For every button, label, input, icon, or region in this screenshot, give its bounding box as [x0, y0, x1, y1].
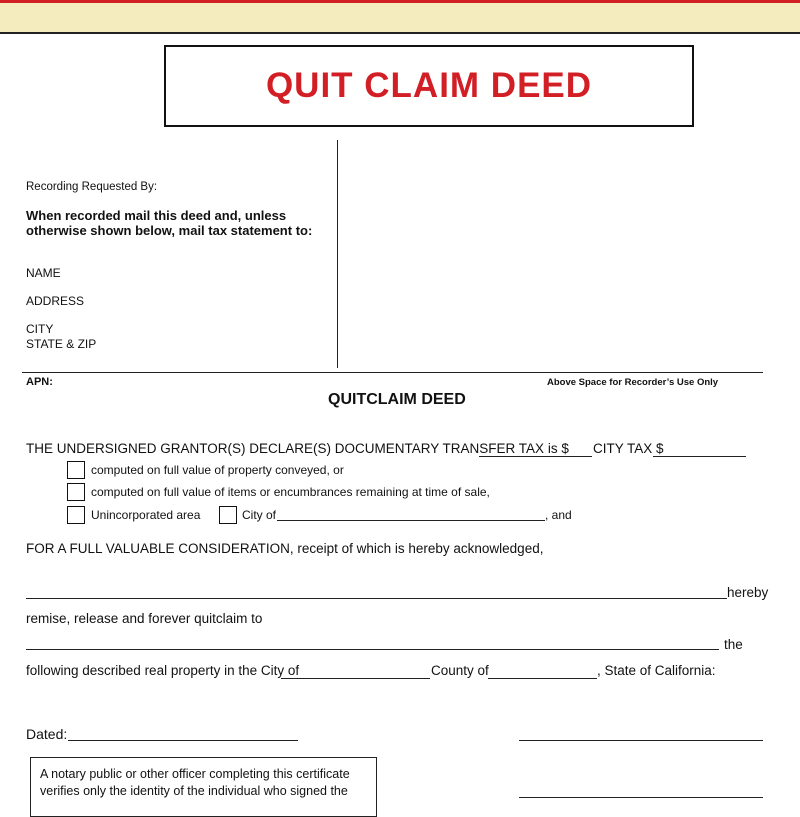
city-tax-field[interactable] [653, 456, 746, 457]
property-city-label: following described real property in the City of [26, 663, 300, 678]
mail-instruction-line2: otherwise shown below, mail tax statement to: [26, 223, 313, 238]
city-label: CITY [26, 322, 54, 336]
and-label: , and [545, 508, 572, 522]
signature-line-2[interactable] [519, 797, 763, 798]
state-zip-label: STATE & ZIP [26, 337, 97, 351]
checkbox-unincorporated[interactable] [67, 506, 85, 524]
checkbox-full-value[interactable] [67, 461, 85, 479]
option-full-value-label: computed on full value of property conveyed, or [91, 463, 344, 477]
the-label: the [724, 637, 743, 652]
county-field[interactable] [488, 678, 597, 679]
notary-line-1: A notary public or other officer completing this certificate [40, 767, 350, 781]
grantor-field[interactable] [26, 598, 727, 599]
hereby-label: hereby [727, 585, 769, 600]
title-box [164, 45, 694, 127]
city-of-field[interactable] [277, 520, 545, 521]
transfer-tax-field[interactable] [479, 456, 592, 457]
recorder-divider [337, 140, 338, 368]
transfer-tax-declaration: THE UNDERSIGNED GRANTOR(S) DECLARE(S) DOCUMENTARY TRANSFER TAX is $ [26, 441, 569, 456]
name-label: NAME [26, 266, 61, 280]
notary-disclaimer-box [30, 757, 377, 817]
form-title: QUITCLAIM DEED [328, 391, 466, 408]
recording-requested-label: Recording Requested By: [26, 181, 158, 193]
option-city-of-label: City of [242, 508, 277, 522]
city-tax-label: CITY TAX $ [593, 441, 664, 456]
mail-instruction-line1: When recorded mail this deed and, unless [26, 208, 287, 223]
checkbox-city-of[interactable] [219, 506, 237, 524]
grantee-field[interactable] [26, 649, 719, 650]
document-title: QUIT CLAIM DEED [265, 66, 593, 105]
option-unincorporated-label: Unincorporated area [91, 508, 201, 522]
header-banner [0, 0, 800, 34]
checkbox-encumbrances[interactable] [67, 483, 85, 501]
recorder-space-line [22, 372, 763, 373]
state-label: , State of California: [597, 663, 716, 678]
property-city-field[interactable] [281, 678, 430, 679]
recorder-use-note: Above Space for Recorder’s Use Only [547, 377, 719, 388]
county-label: County of [431, 663, 489, 678]
consideration-text: FOR A FULL VALUABLE CONSIDERATION, receipt of which is hereby acknowledged, [26, 541, 544, 556]
signature-line-1[interactable] [519, 740, 763, 741]
dated-label: Dated: [26, 726, 68, 742]
apn-label: APN: [26, 376, 53, 388]
date-field[interactable] [68, 740, 298, 741]
option-encumbrances-label: computed on full value of items or encumbrances remaining at time of sale, [91, 485, 490, 499]
notary-line-2: verifies only the identity of the individual who signed the [40, 784, 348, 798]
address-label: ADDRESS [26, 294, 85, 308]
remise-text: remise, release and forever quitclaim to [26, 611, 263, 626]
